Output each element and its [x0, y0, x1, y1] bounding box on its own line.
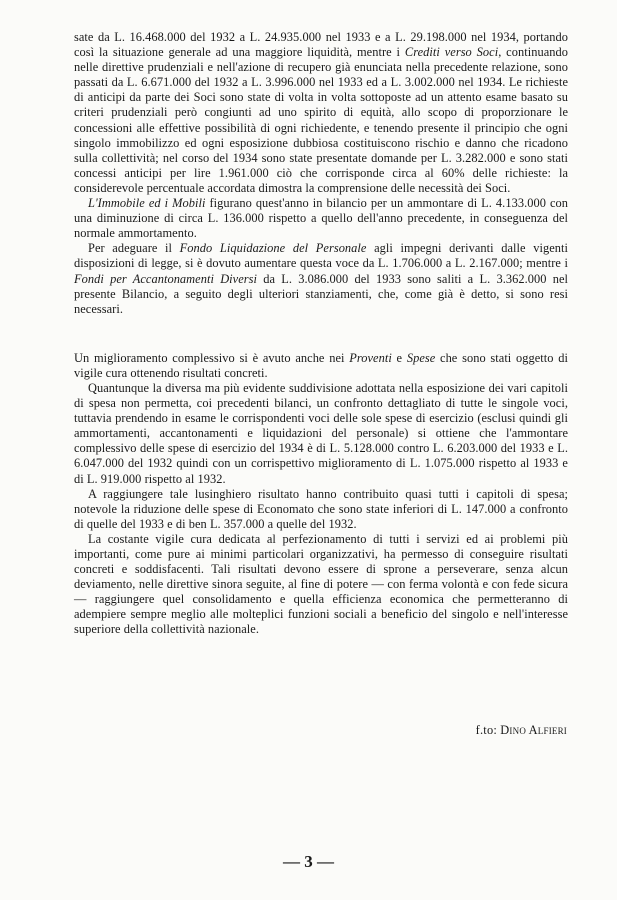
paragraph-conclusion	[74, 532, 568, 638]
text-run: Quantunque la diversa ma più evidente suddivisione adottata nella esposizione dei vari capitoli di spesa non permetta, coi precedenti bilanci, un confronto dettagliato di tutte le singole voci, tuttavia prendendo in esame le corrispondenti voci delle sole spese di esercizio (esclusi quindi gli ammortamenti, accantonamenti e liquidazioni del personale) si ottiene che l'ammontare complessivo delle spese di esercizio del 1934 è di L. 5.128.000 contro L. 6.203.000 del 1933 e L. 6.047.000 del 1932 quindi con un corrispettivo miglioramento di L. 1.075.000 rispetto al 1933 e di L. 919.000 rispetto al 1932.	[74, 380, 568, 486]
italic-term: Fondo Liquidazione del Personale	[179, 241, 367, 256]
text-run: agli impegni derivanti dalle vigenti disposizioni di legge, si è dovuto aumentare questa voce da L. 1.706.000 a L. 2.167.000; mentre i	[74, 241, 568, 271]
paragraph-income-expenses	[74, 351, 568, 381]
paragraph-real-estate	[74, 196, 568, 241]
text-run: La costante vigile cura dedicata al perfezionamento di tutti i servizi ed ai problemi più importanti, come pure ai minimi particolari organizzativi, ha permesso di conseguire risultati concreti e soddisfacenti. Tali risultati devono essere di sprone a perseverare, senza alcun deviamento, nelle direttive sinora seguite, al fine di potere — con ferma volontà e con fede sicura — raggiungere quel consolidamento e quella efficienza economica che permetteranno di adempiere sempre meglio alle molteplici funzioni sociali a beneficio del singolo e nell'interesse superiore della collettività nazionale.	[74, 531, 568, 637]
italic-term: Spese	[406, 350, 436, 365]
document-body	[74, 30, 568, 638]
italic-term: Proventi	[349, 350, 392, 365]
text-run: figurano quest'anno in bilancio per un ammontare di L. 4.133.000 con una diminuzione di circa L. 136.000 rispetto a quello dell'anno precedente, in conseguenza del normale ammortamento.	[74, 196, 568, 241]
paragraph-economato	[74, 487, 568, 532]
text-run: , continuando nelle direttive prudenziali e nell'azione di recupero già enunciata nella precedente relazione, sono passati da L. 6.671.000 del 1932 a L. 3.996.000 nel 1933 ed a L. 3.002.000 nel 1934. Le richieste di anticipi da parte dei Soci sono state di volta in volta sottoposte ad un attento esame basato su criteri prudenziali però congiunti ad uno spirito di equità, allo scopo di proporzionare le concessioni alle effettive possibilità di ogni richiedente, e tenendo presente il principio che ogni singolo immobilizzo ed ogni esposizione dubbiosa costituiscono rischio e danno che ricadono sulla collettività; nel corso del 1934 sono state presentate domande per L. 3.282.000 e sono stati concessi anticipi per lire 1.961.000 ciò che corrisponde circa al 60% delle richieste: la considerevole percentuale accordata dimostra la comprensione delle necessità dei Soci.	[74, 45, 568, 195]
italic-term: Crediti verso Soci	[404, 45, 499, 60]
text-run: che sono stati oggetto di vigile cura ottenendo risultati concreti.	[74, 350, 568, 380]
text-run: e	[391, 350, 407, 365]
signature-prefix: f.to:	[475, 723, 501, 737]
signature-name: Dino Alfieri	[500, 723, 567, 737]
text-run: sate da L. 16.468.000 del 1932 a L. 24.935.000 nel 1933 e a L. 29.198.000 nel 1934, portando così la situazione generale ad una maggiore liquidità, mentre i	[74, 30, 568, 60]
text-run: da L. 3.086.000 del 1933 sono saliti a L. 3.362.000 nel presente Bilancio, a seguito degli ulteriori stanziamenti, che, come già è detto, si sono resi necessari.	[74, 271, 568, 316]
paragraph-staff-fund	[74, 241, 568, 316]
italic-term: L'Immobile ed i Mobili	[88, 196, 206, 211]
signature	[476, 723, 567, 738]
page-number: — 3 —	[283, 852, 334, 871]
italic-term: Fondi per Accantonamenti Diversi	[74, 271, 258, 286]
text-run: Un miglioramento complessivo si è avuto anche nei	[74, 350, 350, 365]
text-run: Per adeguare il	[88, 241, 180, 256]
paragraph-expense-comparison	[74, 381, 568, 487]
section-gap	[74, 317, 568, 351]
paragraph-liquidity	[74, 30, 568, 196]
text-run: A raggiungere tale lusinghiero risultato hanno contribuito quasi tutti i capitoli di spesa; notevole la riduzione delle spese di Economato che sono state inferiori di L. 147.000 a confronto di quelle del 1933 e di ben L. 357.000 a quelle del 1932.	[74, 486, 568, 531]
